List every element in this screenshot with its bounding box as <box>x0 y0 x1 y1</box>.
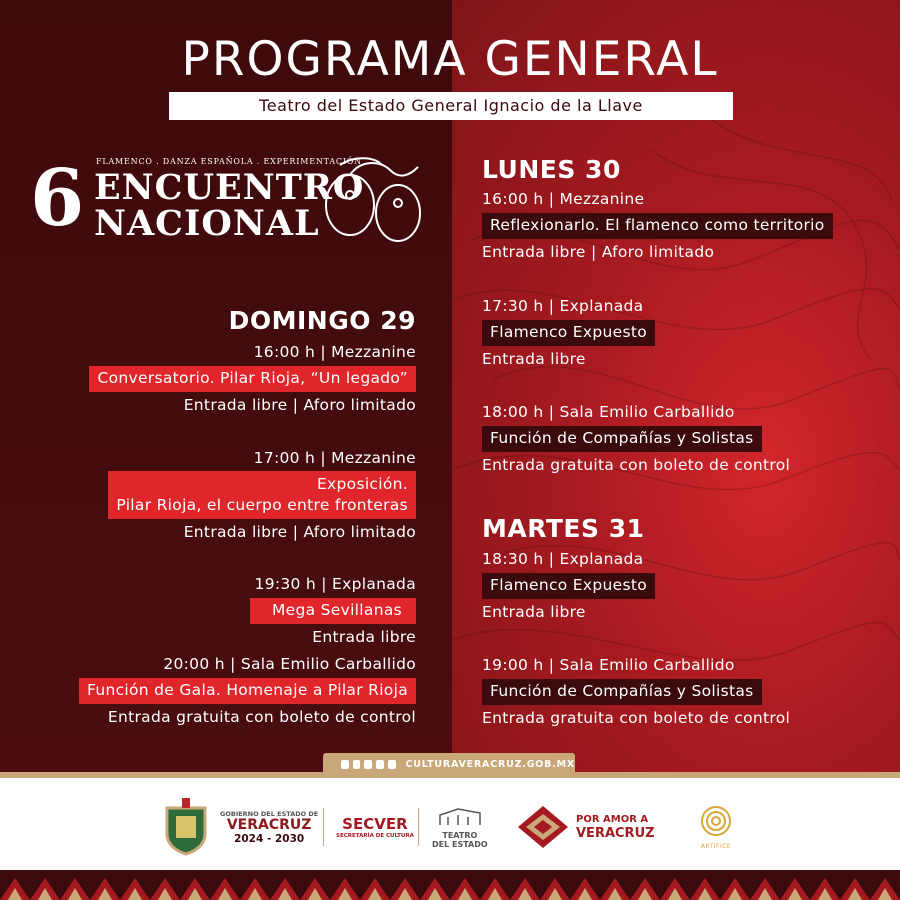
day-heading-martes: MARTES 31 <box>482 514 645 543</box>
logo-tagline: FLAMENCO . DANZA ESPAÑOLA . EXPERIMENTACIÓN <box>96 157 362 166</box>
event-logo <box>30 155 430 250</box>
event-domingo-1 <box>89 339 416 418</box>
x-icon[interactable] <box>353 760 361 769</box>
event-name: Reflexionarlo. El flamenco como territorio <box>482 213 833 239</box>
event-domingo-3 <box>250 571 416 650</box>
instagram-icon[interactable] <box>364 760 372 769</box>
event-lunes-3 <box>482 399 790 478</box>
facebook-icon[interactable] <box>341 760 349 769</box>
event-access: Entrada gratuita con boleto de control <box>107 708 416 726</box>
event-access: Entrada gratuita con boleto de control <box>482 709 791 727</box>
event-access: Entrada libre <box>312 628 416 646</box>
secver-sub: SECRETARÍA DE CULTURA <box>336 833 414 839</box>
castanets-icon <box>320 155 430 250</box>
day-heading-lunes: LUNES 30 <box>482 155 621 184</box>
event-time: 18:00 h | Sala Emilio Carballido <box>482 403 735 421</box>
event-name: Mega Sevillanas <box>250 598 416 624</box>
secver-name: SECVER <box>342 815 408 833</box>
youtube-icon[interactable] <box>388 760 396 769</box>
spiral-icon <box>698 805 734 839</box>
edition-number: 6 <box>30 153 85 244</box>
event-name-line-1: Exposición. <box>316 475 408 493</box>
event-access: Entrada libre <box>482 603 586 621</box>
event-access: Entrada libre | Aforo limitado <box>183 396 416 414</box>
venue-subtitle: Teatro del Estado General Ignacio de la Llave <box>169 92 733 120</box>
event-name: Función de Compañías y Solistas <box>482 679 762 705</box>
sponsor-footer <box>0 772 900 870</box>
event-lunes-1 <box>482 186 833 265</box>
artifice-name: ARTÍFICE <box>700 842 732 850</box>
gob-label: GOBIERNO DEL ESTADO DE <box>220 809 319 818</box>
secver-logo <box>336 778 414 876</box>
gob-state: VERACRUZ <box>226 816 312 833</box>
coat-of-arms-icon <box>163 798 209 856</box>
event-time: 19:00 h | Sala Emilio Carballido <box>482 656 735 674</box>
por-amor-a-veracruz-logo <box>516 778 655 876</box>
event-time: 17:00 h | Mezzanine <box>253 449 416 467</box>
event-domingo-4 <box>79 651 416 730</box>
event-time: 20:00 h | Sala Emilio Carballido <box>163 655 416 673</box>
event-name: Conversatorio. Pilar Rioja, “Un legado” <box>89 366 416 392</box>
event-name: Flamenco Expuesto <box>482 573 655 599</box>
tiktok-icon[interactable] <box>376 760 384 769</box>
event-time: 16:00 h | Mezzanine <box>253 343 416 361</box>
artifice-logo <box>698 778 734 876</box>
decorative-border <box>0 870 900 900</box>
zigzag-pattern <box>0 870 900 900</box>
event-name-line-2: Pilar Rioja, el cuerpo entre fronteras <box>116 496 408 514</box>
event-name: Función de Compañías y Solistas <box>482 426 762 452</box>
event-martes-1 <box>482 546 655 625</box>
event-lunes-2 <box>482 293 655 372</box>
event-time: 17:30 h | Explanada <box>482 297 644 315</box>
logo-line-2: NACIONAL <box>94 203 320 244</box>
por-amor-state: VERACRUZ <box>576 826 655 841</box>
social-url-bar <box>323 753 575 775</box>
gob-years: 2024 - 2030 <box>234 832 305 845</box>
teatro-line-2: DEL ESTADO <box>432 840 488 849</box>
event-time: 18:30 h | Explanada <box>482 550 644 568</box>
diamond-emblem-icon <box>516 804 570 850</box>
teatro-del-estado-logo <box>432 778 488 876</box>
event-name <box>108 471 416 519</box>
event-domingo-2 <box>108 445 416 545</box>
website-link[interactable]: CULTURAVERACRUZ.GOB.MX <box>405 758 576 770</box>
gobierno-veracruz-logo <box>220 778 318 876</box>
page-title: PROGRAMA GENERAL <box>181 32 719 87</box>
event-time: 19:30 h | Explanada <box>254 575 416 593</box>
event-access: Entrada libre | Aforo limitado <box>183 523 416 541</box>
event-access: Entrada gratuita con boleto de control <box>482 456 791 474</box>
event-name: Función de Gala. Homenaje a Pilar Rioja <box>79 678 416 704</box>
theater-building-icon <box>436 805 484 827</box>
day-heading-domingo: DOMINGO 29 <box>228 306 416 335</box>
teatro-line-1: TEATRO <box>442 831 478 840</box>
logo-line-1: ENCUENTRO <box>94 167 365 208</box>
por-amor-label: POR AMOR A <box>576 814 649 825</box>
event-time: 16:00 h | Mezzanine <box>482 190 645 208</box>
veracruz-coat-of-arms <box>163 778 209 876</box>
event-access: Entrada libre <box>482 350 586 368</box>
event-access: Entrada libre | Aforo limitado <box>482 243 715 261</box>
event-name: Flamenco Expuesto <box>482 320 655 346</box>
event-martes-2 <box>482 652 790 731</box>
